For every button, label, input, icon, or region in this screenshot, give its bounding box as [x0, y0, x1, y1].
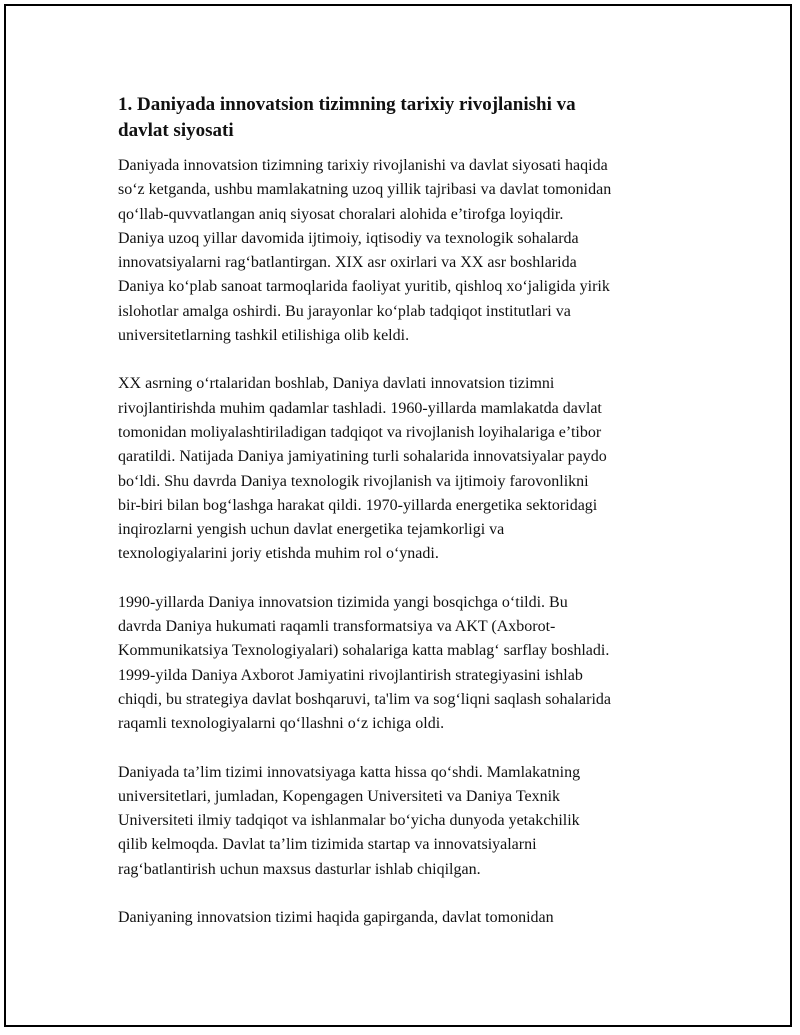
text-line: qilib kelmoqda. Davlat ta’lim tizimida startap va innovatsiyalarni — [118, 836, 537, 854]
text-line: bir-biri bilan bog‘lashga harakat qildi. 1970-yillarda energetika sektoridagi — [118, 496, 598, 514]
text-line: 1990-yillarda Daniya innovatsion tizimida yangi bosqichga o‘tildi. Bu — [118, 593, 568, 611]
paragraph-4 — [118, 761, 688, 882]
text-line: raqamli texnologiyalarni qo‘llashni o‘z ichiga oldi. — [118, 715, 445, 733]
paragraph-2 — [118, 372, 688, 566]
text-line: universitetlari, jumladan, Kopengagen Universiteti va Daniya Texnik — [118, 787, 561, 805]
text-line: qo‘llab-quvvatlangan aniq siyosat choralari alohida e’tirofga loyiqdir. — [118, 205, 564, 223]
text-line: universitetlarning tashkil etilishiga olib keldi. — [118, 327, 410, 345]
text-line: 1999-yilda Daniya Axborot Jamiyatini rivojlantirish strategiyasini ishlab — [118, 666, 583, 684]
document-body — [118, 92, 688, 954]
text-line: Kommunikatsiya Texnologiyalari) sohalariga katta mablag‘ sarflay boshladi. — [118, 642, 610, 660]
paragraph-1 — [118, 154, 688, 348]
text-line: XX asrning o‘rtalaridan boshlab, Daniya davlati innovatsion tizimni — [118, 375, 555, 393]
section-heading — [118, 92, 688, 144]
text-line: qaratildi. Natijada Daniya jamiyatining turli sohalarida innovatsiyalar paydo — [118, 448, 607, 466]
text-line: tomonidan moliyalashtiriladigan tadqiqot va rivojlanish loyihalariga e’tibor — [118, 423, 602, 441]
text-line: Daniya uzoq yillar davomida ijtimoiy, iqtisodiy va texnologik sohalarda — [118, 229, 579, 247]
text-line: Universiteti ilmiy tadqiqot va ishlanmalar bo‘yicha dunyoda yetakchilik — [118, 812, 580, 830]
text-line: Daniyaning innovatsion tizimi haqida gapirganda, davlat tomonidan — [118, 909, 554, 927]
paragraph-3 — [118, 591, 688, 737]
text-line: Daniya ko‘plab sanoat tarmoqlarida faoliyat yuritib, qishloq xo‘jaligida yirik — [118, 278, 610, 296]
paragraph-5 — [118, 906, 688, 930]
text-line: Daniyada ta’lim tizimi innovatsiyaga katta hissa qo‘shdi. Mamlakatning — [118, 763, 581, 781]
text-line: rivojlantirishda muhim qadamlar tashladi. 1960-yillarda mamlakatda davlat — [118, 399, 602, 417]
text-line: chiqdi, bu strategiya davlat boshqaruvi, ta'lim va sog‘liqni saqlash sohalarida — [118, 690, 611, 708]
text-line: inqirozlarni yengish uchun davlat energetika tejamkorligi va — [118, 521, 505, 539]
text-line: davrda Daniya hukumati raqamli transformatsiya va AKT (Axborot- — [118, 618, 556, 636]
text-line: rag‘batlantirish uchun maxsus dasturlar ishlab chiqilgan. — [118, 860, 481, 878]
text-line: so‘z ketganda, ushbu mamlakatning uzoq yillik tajribasi va davlat tomonidan — [118, 181, 612, 199]
heading-line: davlat siyosati — [118, 120, 234, 141]
text-line: texnologiyalarini joriy etishda muhim rol o‘ynadi. — [118, 545, 439, 563]
text-line: bo‘ldi. Shu davrda Daniya texnologik rivojlanish va ijtimoiy farovonlikni — [118, 472, 589, 490]
text-line: innovatsiyalarni rag‘batlantirgan. XIX asr oxirlari va XX asr boshlarida — [118, 254, 577, 272]
heading-line: 1. Daniyada innovatsion tizimning tarixiy rivojlanishi va — [118, 94, 576, 115]
text-line: islohotlar amalga oshirdi. Bu jarayonlar ko‘plab tadqiqot institutlari va — [118, 302, 571, 320]
text-line: Daniyada innovatsion tizimning tarixiy rivojlanishi va davlat siyosati haqida — [118, 157, 608, 174]
